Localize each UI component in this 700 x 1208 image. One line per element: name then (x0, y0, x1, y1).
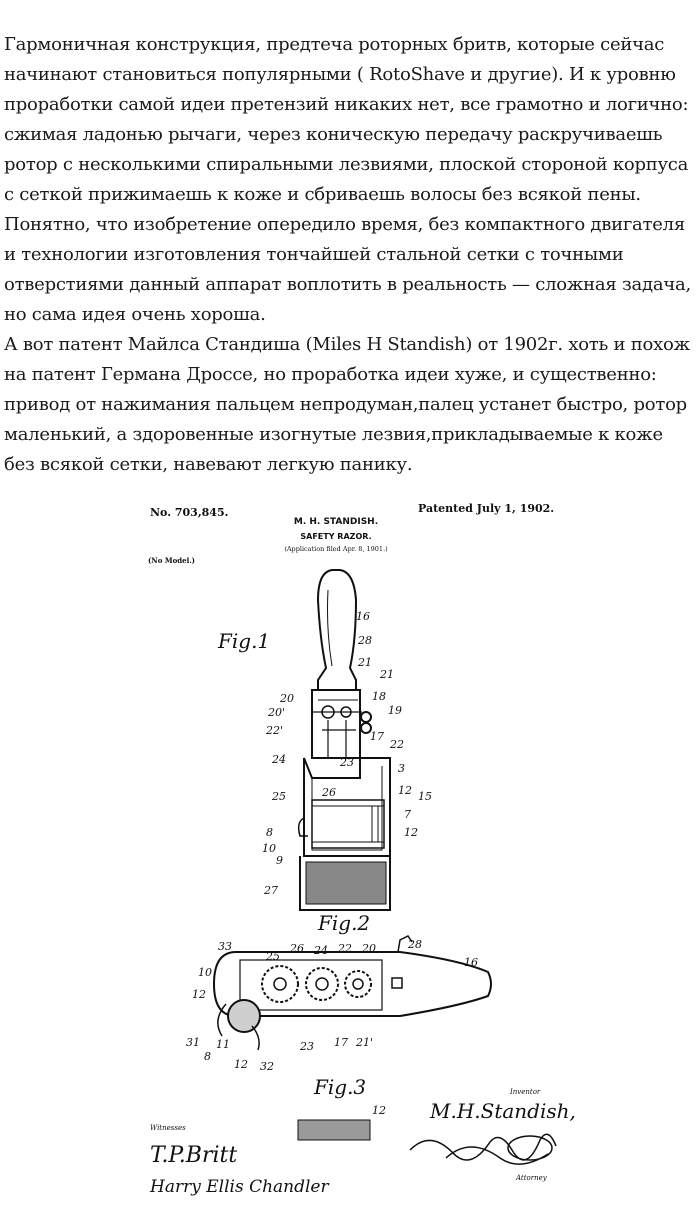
inventor-label: Inventor (510, 1088, 541, 1096)
fig2-ref: 24 (314, 944, 328, 957)
paragraph-3: А вот патент Майлса Стандиша (Miles H Standish) от 1902г. хоть и похож на патент Германа Дроссе, но проработка идеи хуже, и существенно: привод от нажимания пальцем непродуман,палец устанет быстро, ротор маленький, а здоровенные изогнутые лезвия,прикладываемые к коже без всякой сетки, навевают легкую панику. (4, 334, 690, 475)
fig1-ref: 7 (404, 808, 411, 821)
fig1-ref: 22 (390, 738, 404, 751)
fig2-ref: 20 (362, 942, 376, 955)
fig2-ref: 22 (338, 942, 352, 955)
fig2-label: Fig.2 (318, 911, 371, 935)
fig1-ref: 15 (418, 790, 432, 803)
fig1-reference-numbers (262, 610, 432, 897)
patent-application: (Application filed Apr. 8, 1901.) (284, 545, 388, 553)
patent-date: Patented July 1, 1902. (418, 502, 555, 515)
fig1-ref: 12 (404, 826, 418, 839)
patent-title: SAFETY RAZOR. (300, 532, 372, 541)
fig1-ref: 22' (266, 724, 284, 737)
fig1-ref: 19 (388, 704, 402, 717)
fig1-label: Fig.1 (218, 629, 271, 653)
fig2-ref: 17 (334, 1036, 348, 1049)
fig1-ref: 24 (272, 753, 286, 766)
fig1-ref: 21 (380, 668, 394, 681)
fig2-ref: 23 (300, 1040, 314, 1053)
fig2-ref: 12 (234, 1058, 248, 1071)
fig1-ref: 9 (276, 854, 283, 867)
patent-model: (No Model.) (148, 556, 195, 565)
attorney-signature (410, 1134, 556, 1164)
witness-signature-1: T.P.Britt (150, 1143, 238, 1168)
fig2-ref: 12 (192, 988, 206, 1001)
patent-drawing (0, 490, 700, 1208)
witnesses-label: Witnesses (150, 1124, 186, 1132)
fig3-ref: 12 (372, 1104, 386, 1117)
fig2-ref: 8 (204, 1050, 211, 1063)
inventor-signature: M.H.Standish, (430, 1099, 576, 1123)
patent-inventor-name: M. H. STANDISH. (293, 517, 379, 527)
paragraph-2: Понятно, что изобретение опередило время, без компактного двигателя и технологии изготовления тончайшей стальной сетки с точными отверстиями данный аппарат воплотить в реальность — сложная задача, но сама идея очень хороша. (4, 214, 691, 325)
fig1-ref: 12 (398, 784, 412, 797)
fig1-ref: 20 (280, 692, 294, 705)
fig2-ref: 16 (464, 956, 478, 969)
witness-signature-2: Harry Ellis Chandler (150, 1177, 329, 1197)
fig2-ref: 32 (260, 1060, 274, 1073)
fig1-ref: 3 (398, 762, 405, 775)
fig2-ref: 33 (218, 940, 232, 953)
fig1-ref: 28 (358, 634, 372, 647)
fig1-ref: 20' (268, 706, 286, 719)
patent-svg (0, 490, 700, 1208)
fig1-ref: 16 (356, 610, 370, 623)
fig3-label: Fig.3 (314, 1075, 367, 1099)
fig1-ref: 10 (262, 842, 276, 855)
fig2-ref: 21' (356, 1036, 374, 1049)
fig2-ref: 28 (408, 938, 422, 951)
fig2-ref: 11 (216, 1038, 230, 1051)
paragraph-1: Гармоничная конструкция, предтеча роторных бритв, которые сейчас начинают становиться популярными ( RotoShave и другие). И к уровню проработки самой идеи претензий никаких нет, все грамотно и логично: сжимая ладонью рычаги, через коническую передачу раскручиваешь ротор с несколькими спиральными лезвиями, плоской стороной корпуса с сеткой прижимаешь к коже и сбриваешь волосы без всякой пены. (4, 34, 689, 205)
fig1-ref: 26 (322, 786, 336, 799)
fig2-ref: 10 (198, 966, 212, 979)
fig2-drawing (214, 936, 491, 1050)
fig1-ref: 17 (370, 730, 384, 743)
fig1-ref: 21 (358, 656, 372, 669)
patent-number: No. 703,845. (150, 506, 229, 519)
attorney-label: Attorney (516, 1174, 547, 1182)
fig1-ref: 23 (340, 756, 354, 769)
fig2-ref: 25 (266, 950, 280, 963)
article-text (4, 30, 696, 480)
fig1-ref: 8 (266, 826, 273, 839)
fig2-ref: 31 (186, 1036, 200, 1049)
fig1-ref: 25 (272, 790, 286, 803)
fig1-ref: 18 (372, 690, 386, 703)
fig3-blade (298, 1120, 370, 1140)
fig2-ref: 26 (290, 942, 304, 955)
fig1-ref: 27 (264, 884, 278, 897)
